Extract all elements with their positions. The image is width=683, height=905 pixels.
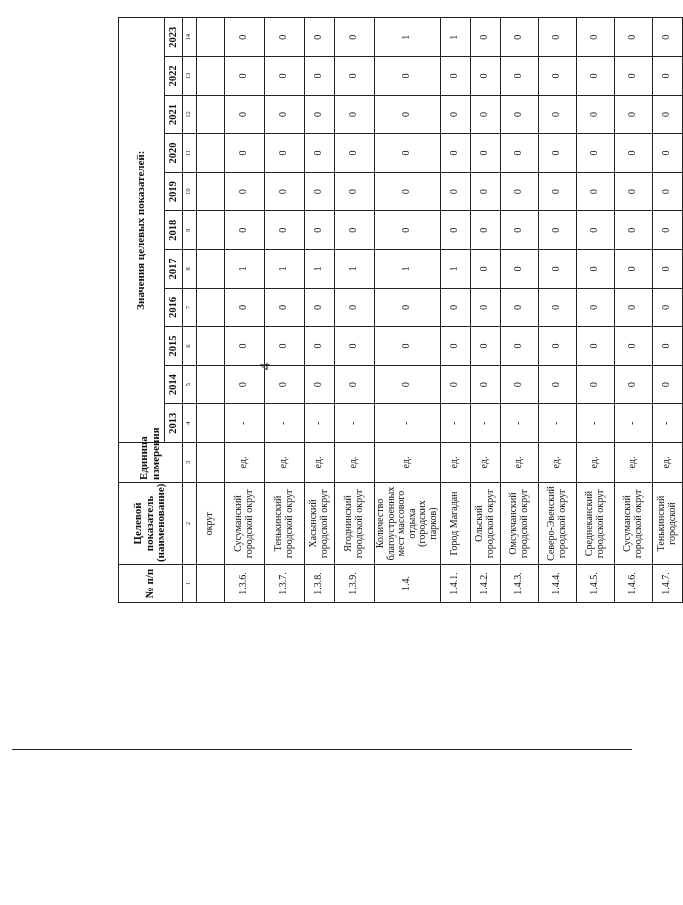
row-indicator-name: Северо-Эвенский городской округ — [539, 483, 577, 565]
table-row — [265, 18, 305, 603]
target-indicators-table — [118, 17, 683, 603]
row-value-cell: 0 — [441, 365, 471, 404]
row-unit: ед. — [577, 443, 615, 483]
row-value-cell — [197, 365, 225, 404]
column-index-cell: 5 — [183, 365, 197, 404]
row-value-cell: 0 — [653, 134, 683, 173]
row-value-cell: 0 — [375, 95, 441, 134]
rotated-table-wrapper — [118, 18, 678, 603]
row-value-cell: 0 — [305, 57, 335, 96]
row-number: 1.4.2. — [471, 565, 501, 603]
header-year: 2013 — [165, 404, 183, 443]
column-index-cell: 4 — [183, 404, 197, 443]
row-value-cell: 0 — [265, 134, 305, 173]
row-value-cell: 0 — [441, 95, 471, 134]
header-index-row — [183, 18, 197, 603]
row-value-cell: 0 — [471, 288, 501, 327]
row-value-cell — [197, 134, 225, 173]
row-value-cell — [197, 211, 225, 250]
row-number: 1.3.6. — [225, 565, 265, 603]
row-unit: ед. — [305, 443, 335, 483]
row-value-cell: 0 — [577, 172, 615, 211]
row-value-cell: 0 — [615, 18, 653, 57]
row-value-cell: 0 — [615, 327, 653, 366]
header-year: 2023 — [165, 18, 183, 57]
row-value-cell: 0 — [265, 288, 305, 327]
row-value-cell: 0 — [265, 57, 305, 96]
row-value-cell: 0 — [615, 134, 653, 173]
column-index-cell: 3 — [183, 443, 197, 483]
row-indicator-name: Тенькинский городской округ — [265, 483, 305, 565]
row-value-cell: 0 — [577, 288, 615, 327]
row-value-cell: 1 — [441, 18, 471, 57]
row-value-cell: 0 — [615, 250, 653, 289]
row-value-cell: 0 — [305, 172, 335, 211]
row-value-cell: 0 — [577, 250, 615, 289]
row-value-cell: 0 — [375, 172, 441, 211]
row-unit: ед. — [375, 443, 441, 483]
row-value-cell: 0 — [501, 57, 539, 96]
row-value-cell: 0 — [539, 57, 577, 96]
row-indicator-name: Тенькинский городской — [653, 483, 683, 565]
row-value-cell: 0 — [471, 18, 501, 57]
row-indicator-name: Ольский городской округ — [471, 483, 501, 565]
row-value-cell: 0 — [615, 172, 653, 211]
table-row — [539, 18, 577, 603]
row-value-cell: 0 — [225, 18, 265, 57]
row-value-cell: 0 — [225, 134, 265, 173]
row-value-cell — [197, 95, 225, 134]
row-value-cell: 0 — [305, 327, 335, 366]
table-row — [653, 18, 683, 603]
row-value-cell: 0 — [577, 327, 615, 366]
row-value-cell: - — [375, 404, 441, 443]
row-value-cell: 0 — [539, 327, 577, 366]
row-value-cell: 0 — [653, 18, 683, 57]
row-value-cell: - — [305, 404, 335, 443]
row-unit: ед. — [501, 443, 539, 483]
row-value-cell: 0 — [305, 365, 335, 404]
table-body — [197, 18, 683, 603]
table-row — [225, 18, 265, 603]
row-value-cell: 0 — [225, 288, 265, 327]
row-value-cell: 0 — [225, 172, 265, 211]
row-unit: ед. — [225, 443, 265, 483]
row-value-cell: - — [335, 404, 375, 443]
row-unit: ед. — [615, 443, 653, 483]
row-value-cell: 0 — [501, 95, 539, 134]
column-index-cell: 11 — [183, 134, 197, 173]
row-value-cell — [197, 172, 225, 211]
row-value-cell: 0 — [225, 327, 265, 366]
row-number: 1.4.7. — [653, 565, 683, 603]
row-number — [197, 565, 225, 603]
table-row — [501, 18, 539, 603]
table-row — [375, 18, 441, 603]
row-value-cell: 0 — [375, 134, 441, 173]
row-value-cell: 0 — [577, 365, 615, 404]
row-unit: ед. — [335, 443, 375, 483]
row-value-cell: 0 — [653, 250, 683, 289]
header-year: 2020 — [165, 134, 183, 173]
row-value-cell — [197, 18, 225, 57]
row-value-cell: 0 — [335, 95, 375, 134]
row-value-cell: 0 — [653, 327, 683, 366]
table-row — [471, 18, 501, 603]
row-value-cell — [197, 327, 225, 366]
row-value-cell: 0 — [653, 288, 683, 327]
row-value-cell: 0 — [501, 18, 539, 57]
column-index-cell: 10 — [183, 172, 197, 211]
table-row — [441, 18, 471, 603]
row-value-cell: 0 — [375, 327, 441, 366]
row-value-cell: 0 — [305, 18, 335, 57]
header-year: 2017 — [165, 250, 183, 289]
row-value-cell: - — [225, 404, 265, 443]
row-value-cell: 0 — [265, 18, 305, 57]
row-value-cell: 1 — [441, 250, 471, 289]
row-value-cell: 1 — [225, 250, 265, 289]
row-value-cell: 0 — [615, 365, 653, 404]
header-year: 2019 — [165, 172, 183, 211]
row-value-cell: 0 — [615, 211, 653, 250]
row-indicator-name: Сусуманский городской округ — [225, 483, 265, 565]
column-index-cell: 1 — [183, 565, 197, 603]
header-year: 2018 — [165, 211, 183, 250]
row-unit: ед. — [539, 443, 577, 483]
row-value-cell: 0 — [441, 327, 471, 366]
row-value-cell: 0 — [375, 288, 441, 327]
row-value-cell: 0 — [225, 365, 265, 404]
row-value-cell: 0 — [335, 18, 375, 57]
row-value-cell: - — [653, 404, 683, 443]
row-value-cell: - — [577, 404, 615, 443]
row-number: 1.3.9. — [335, 565, 375, 603]
row-indicator-name: Сусуманский городской округ — [615, 483, 653, 565]
header-year: 2022 — [165, 57, 183, 96]
column-index-cell: 13 — [183, 57, 197, 96]
row-indicator-name: Хасынский городской округ — [305, 483, 335, 565]
row-value-cell: 0 — [335, 327, 375, 366]
row-value-cell: 0 — [265, 95, 305, 134]
row-value-cell: 0 — [375, 57, 441, 96]
row-value-cell: 0 — [501, 134, 539, 173]
row-indicator-name: Город Магадан — [441, 483, 471, 565]
header-unit: Единица измерения — [119, 443, 183, 483]
row-value-cell: 0 — [471, 134, 501, 173]
row-value-cell — [197, 404, 225, 443]
row-value-cell: - — [615, 404, 653, 443]
page-divider-line — [12, 749, 632, 750]
row-value-cell: 0 — [615, 288, 653, 327]
row-value-cell: 0 — [375, 365, 441, 404]
header-year: 2016 — [165, 288, 183, 327]
table-row — [577, 18, 615, 603]
row-number: 1.4.3. — [501, 565, 539, 603]
row-value-cell: 0 — [577, 211, 615, 250]
row-value-cell: - — [501, 404, 539, 443]
table-row — [305, 18, 335, 603]
row-value-cell: 0 — [539, 172, 577, 211]
row-unit — [197, 443, 225, 483]
row-value-cell: 0 — [441, 134, 471, 173]
row-value-cell: 0 — [501, 211, 539, 250]
column-index-cell: 12 — [183, 95, 197, 134]
row-value-cell: 0 — [375, 211, 441, 250]
row-value-cell: - — [441, 404, 471, 443]
row-unit: ед. — [471, 443, 501, 483]
row-value-cell: 0 — [653, 211, 683, 250]
row-value-cell: 0 — [265, 211, 305, 250]
row-value-cell: 1 — [265, 250, 305, 289]
row-value-cell: 0 — [335, 134, 375, 173]
column-index-cell: 9 — [183, 211, 197, 250]
row-number: 1.4.4. — [539, 565, 577, 603]
row-value-cell: 0 — [441, 288, 471, 327]
row-value-cell: 0 — [225, 211, 265, 250]
row-value-cell: 0 — [471, 211, 501, 250]
column-index-cell: 14 — [183, 18, 197, 57]
row-value-cell: 0 — [577, 18, 615, 57]
row-number: 1.4. — [375, 565, 441, 603]
row-value-cell: 0 — [335, 57, 375, 96]
row-value-cell: 0 — [539, 134, 577, 173]
header-num: № п/п — [119, 565, 183, 603]
header-year: 2021 — [165, 95, 183, 134]
row-value-cell: 0 — [501, 250, 539, 289]
row-value-cell: 0 — [471, 250, 501, 289]
row-value-cell: 0 — [577, 134, 615, 173]
row-value-cell: - — [539, 404, 577, 443]
row-value-cell: 0 — [305, 134, 335, 173]
row-indicator-name: Омсукчанский городской округ — [501, 483, 539, 565]
row-value-cell: 0 — [501, 288, 539, 327]
row-value-cell: 0 — [305, 288, 335, 327]
row-value-cell: 0 — [265, 172, 305, 211]
row-value-cell: 0 — [501, 365, 539, 404]
row-value-cell: 0 — [471, 327, 501, 366]
table-head — [119, 18, 197, 603]
row-value-cell: 0 — [577, 57, 615, 96]
column-index-cell: 7 — [183, 288, 197, 327]
row-value-cell: 0 — [471, 365, 501, 404]
row-number: 1.3.8. — [305, 565, 335, 603]
row-value-cell: 0 — [501, 172, 539, 211]
row-value-cell: 0 — [653, 365, 683, 404]
row-value-cell: - — [265, 404, 305, 443]
row-value-cell: 0 — [471, 172, 501, 211]
row-value-cell — [197, 57, 225, 96]
row-value-cell: 0 — [335, 365, 375, 404]
row-number: 1.3.7. — [265, 565, 305, 603]
row-value-cell: 0 — [653, 95, 683, 134]
row-value-cell: 0 — [441, 57, 471, 96]
row-value-cell: 0 — [471, 57, 501, 96]
row-value-cell: 0 — [539, 250, 577, 289]
header-year: 2014 — [165, 365, 183, 404]
row-number: 1.4.1. — [441, 565, 471, 603]
row-unit: ед. — [265, 443, 305, 483]
row-value-cell: 0 — [225, 95, 265, 134]
row-unit: ед. — [653, 443, 683, 483]
row-value-cell: 0 — [539, 288, 577, 327]
row-value-cell: 0 — [539, 211, 577, 250]
row-unit: ед. — [441, 443, 471, 483]
row-value-cell: 0 — [615, 95, 653, 134]
row-number: 1.4.5. — [577, 565, 615, 603]
row-value-cell: 0 — [653, 57, 683, 96]
row-value-cell: 0 — [539, 18, 577, 57]
row-value-cell: 0 — [265, 365, 305, 404]
table-row — [197, 18, 225, 603]
column-index-cell: 8 — [183, 250, 197, 289]
column-index-cell: 6 — [183, 327, 197, 366]
row-value-cell: 0 — [441, 211, 471, 250]
row-indicator-name: округ — [197, 483, 225, 565]
page-number: 4 — [257, 362, 274, 371]
row-value-cell: 0 — [577, 95, 615, 134]
row-value-cell: 0 — [305, 211, 335, 250]
row-value-cell: 1 — [335, 250, 375, 289]
row-value-cell: 0 — [539, 365, 577, 404]
header-name: Целевой показатель (наименование) — [119, 483, 183, 565]
row-value-cell: 0 — [335, 211, 375, 250]
row-value-cell: 0 — [539, 95, 577, 134]
row-value-cell: 0 — [265, 327, 305, 366]
row-value-cell: 0 — [225, 57, 265, 96]
row-value-cell — [197, 288, 225, 327]
row-indicator-name: Среднеканский городской округ — [577, 483, 615, 565]
row-value-cell — [197, 250, 225, 289]
row-indicator-name: Количество благоустроенных мест массового отдыха (городских парков) — [375, 483, 441, 565]
row-value-cell: 1 — [305, 250, 335, 289]
header-values-group: Значения целевых показателей: — [119, 18, 165, 443]
row-value-cell: - — [471, 404, 501, 443]
table-row — [615, 18, 653, 603]
row-value-cell: 0 — [501, 327, 539, 366]
row-value-cell: 1 — [375, 18, 441, 57]
row-value-cell: 0 — [305, 95, 335, 134]
row-value-cell: 0 — [441, 172, 471, 211]
row-indicator-name: Ягоднинский городской округ — [335, 483, 375, 565]
header-year: 2015 — [165, 327, 183, 366]
row-value-cell: 1 — [375, 250, 441, 289]
row-number: 1.4.6. — [615, 565, 653, 603]
column-index-cell: 2 — [183, 483, 197, 565]
table-row — [335, 18, 375, 603]
row-value-cell: 0 — [471, 95, 501, 134]
row-value-cell: 0 — [615, 57, 653, 96]
row-value-cell: 0 — [653, 172, 683, 211]
row-value-cell: 0 — [335, 172, 375, 211]
row-value-cell: 0 — [335, 288, 375, 327]
